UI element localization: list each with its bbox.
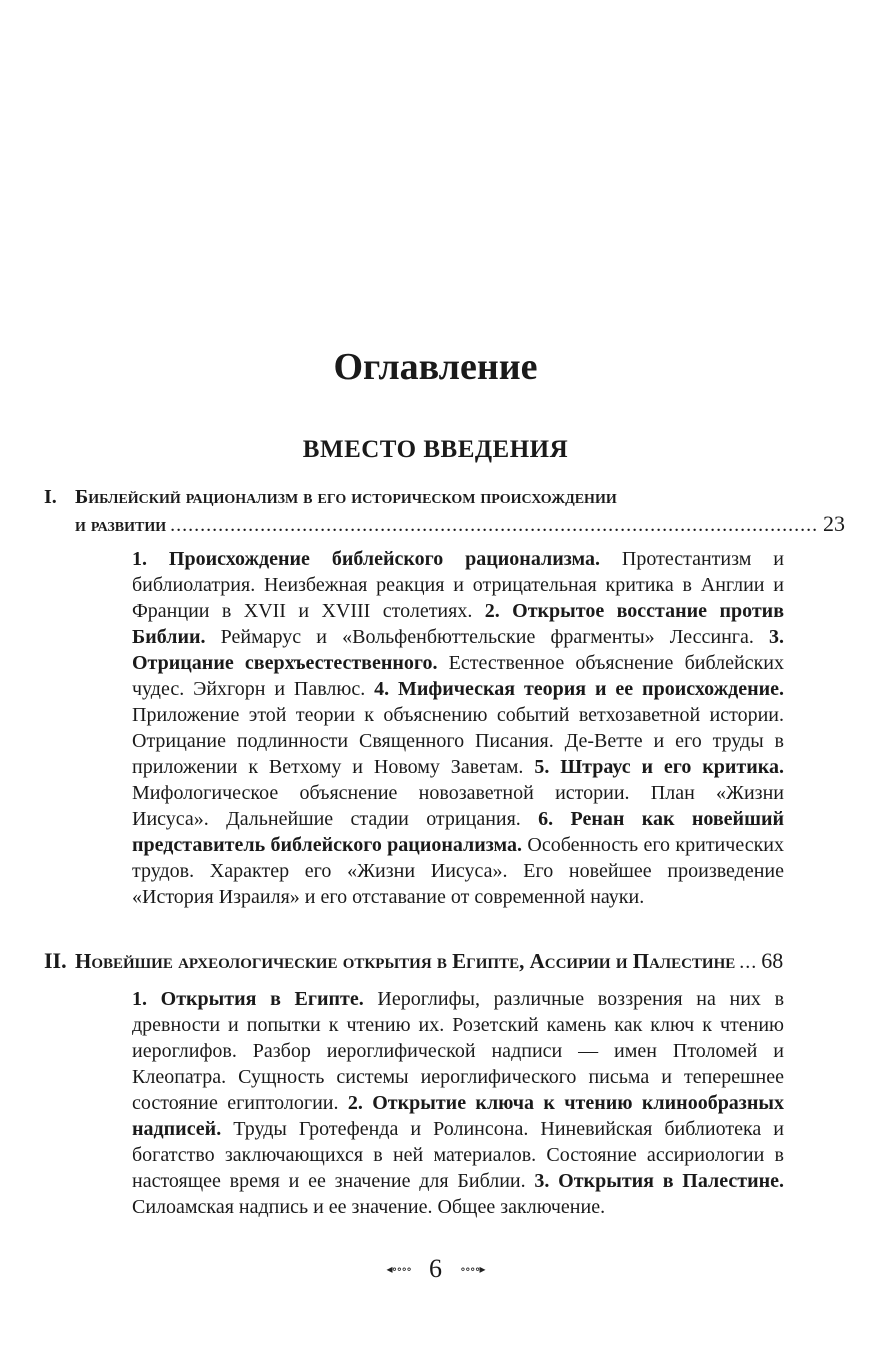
summary-section-heading: 5. Штраус и его критика. [534,756,784,778]
chapter-1-title-part-2: и развитии [75,514,167,536]
summary-section-heading: 4. Мифическая теория и ее происхождение. [374,678,784,700]
summary-section-heading: 2. Открытое восстание против Библии. [132,600,784,648]
toc-entry-chapter-2 [0,948,871,978]
chapter-1-title-line-2 [0,511,871,538]
summary-section-heading: 6. Ренан как новейший представитель библейского рационализма. [132,808,785,856]
chapter-2-title: Новейшие археологические открытия в Египте, Ассирии и Палестине [75,949,736,973]
summary-text: Особенность его критических трудов. Характер его «Жизни Иисуса». Его новейшее произведение «История Израиля» и его отставание от современной науки. [132,834,784,908]
dot-leader [170,514,819,537]
summary-section-heading: 1. Открытия в Египте. [132,988,364,1010]
chapter-1-page-number: 23 [823,511,845,536]
summary-text: Естественное объяснение библейских чудес. Эйхгорн и Павлюс. [132,652,784,700]
page-number: 6 [429,1254,442,1283]
summary-text: Реймарус и «Вольфенбюттельские фрагменты» Лессинга. [205,626,769,648]
summary-text: Труды Гротефенда и Ролинсона. Ниневийская библиотека и богатство заключающихся в ней материалов. Состояние ассириологии в настоящее время и ее значение для Библии. [132,1118,784,1192]
summary-section-heading: 3. Отрицание сверхъестественного. [132,626,784,674]
ornament-right-icon: ∘∘∘∘▸ [460,1261,485,1276]
toc-entry-chapter-1 [0,484,871,538]
chapter-2-summary [132,986,784,1220]
dot-leader: ... [739,951,758,973]
chapter-1-title-line-1 [0,484,871,511]
page-title: Оглавление [333,346,538,388]
summary-section-heading: 1. Происхождение библейского рационализма. [132,548,600,570]
section-heading: ВМЕСТО ВВЕДЕНИЯ [302,436,569,463]
chapter-2-page-number: 68 [761,948,784,973]
ornament-left-icon: ◂∘∘∘∘ [386,1261,411,1276]
summary-text: Силоамская надпись и ее значение. Общее заключение. [132,1196,606,1218]
summary-text: Мифологическое объяснение новозаветной истории. План «Жизни Иисуса». Дальнейшие стадии отрицания. [132,782,784,830]
page-footer [0,1254,871,1284]
chapter-1-summary [132,546,784,910]
summary-text: Протестантизм и библиолатрия. Неизбежная реакция и отрицательная критика в Англии и Франции в XVII и XVIII столетиях. [132,548,784,622]
summary-section-heading: 2. Открытие ключа к чтению клинообразных надписей. [132,1092,784,1140]
summary-text: Иероглифы, различные воззрения на них в древности и попытки к чтению их. Розетский камень как ключ к чтению иероглифов. Разбор иероглифической надписи — имен Птоломей и Клеопатра. Сущность системы иероглифического письма и теперешнее состояние египтологии. [132,988,785,1114]
summary-text: Приложение этой теории к объяснению событий ветхозаветной истории. Отрицание подлинности Священного Писания. Де-Ветте и его труды в приложении к Ветхому и Новому Заветам. [132,704,784,778]
chapter-1-number: I. [44,486,57,508]
summary-section-heading: 3. Открытия в Палестине. [534,1170,785,1192]
chapter-2-number: II. [44,948,67,973]
chapter-1-title-part-1: Библейский рационализм в его историческом происхождении [75,486,617,508]
chapter-2-title-line [0,948,871,978]
